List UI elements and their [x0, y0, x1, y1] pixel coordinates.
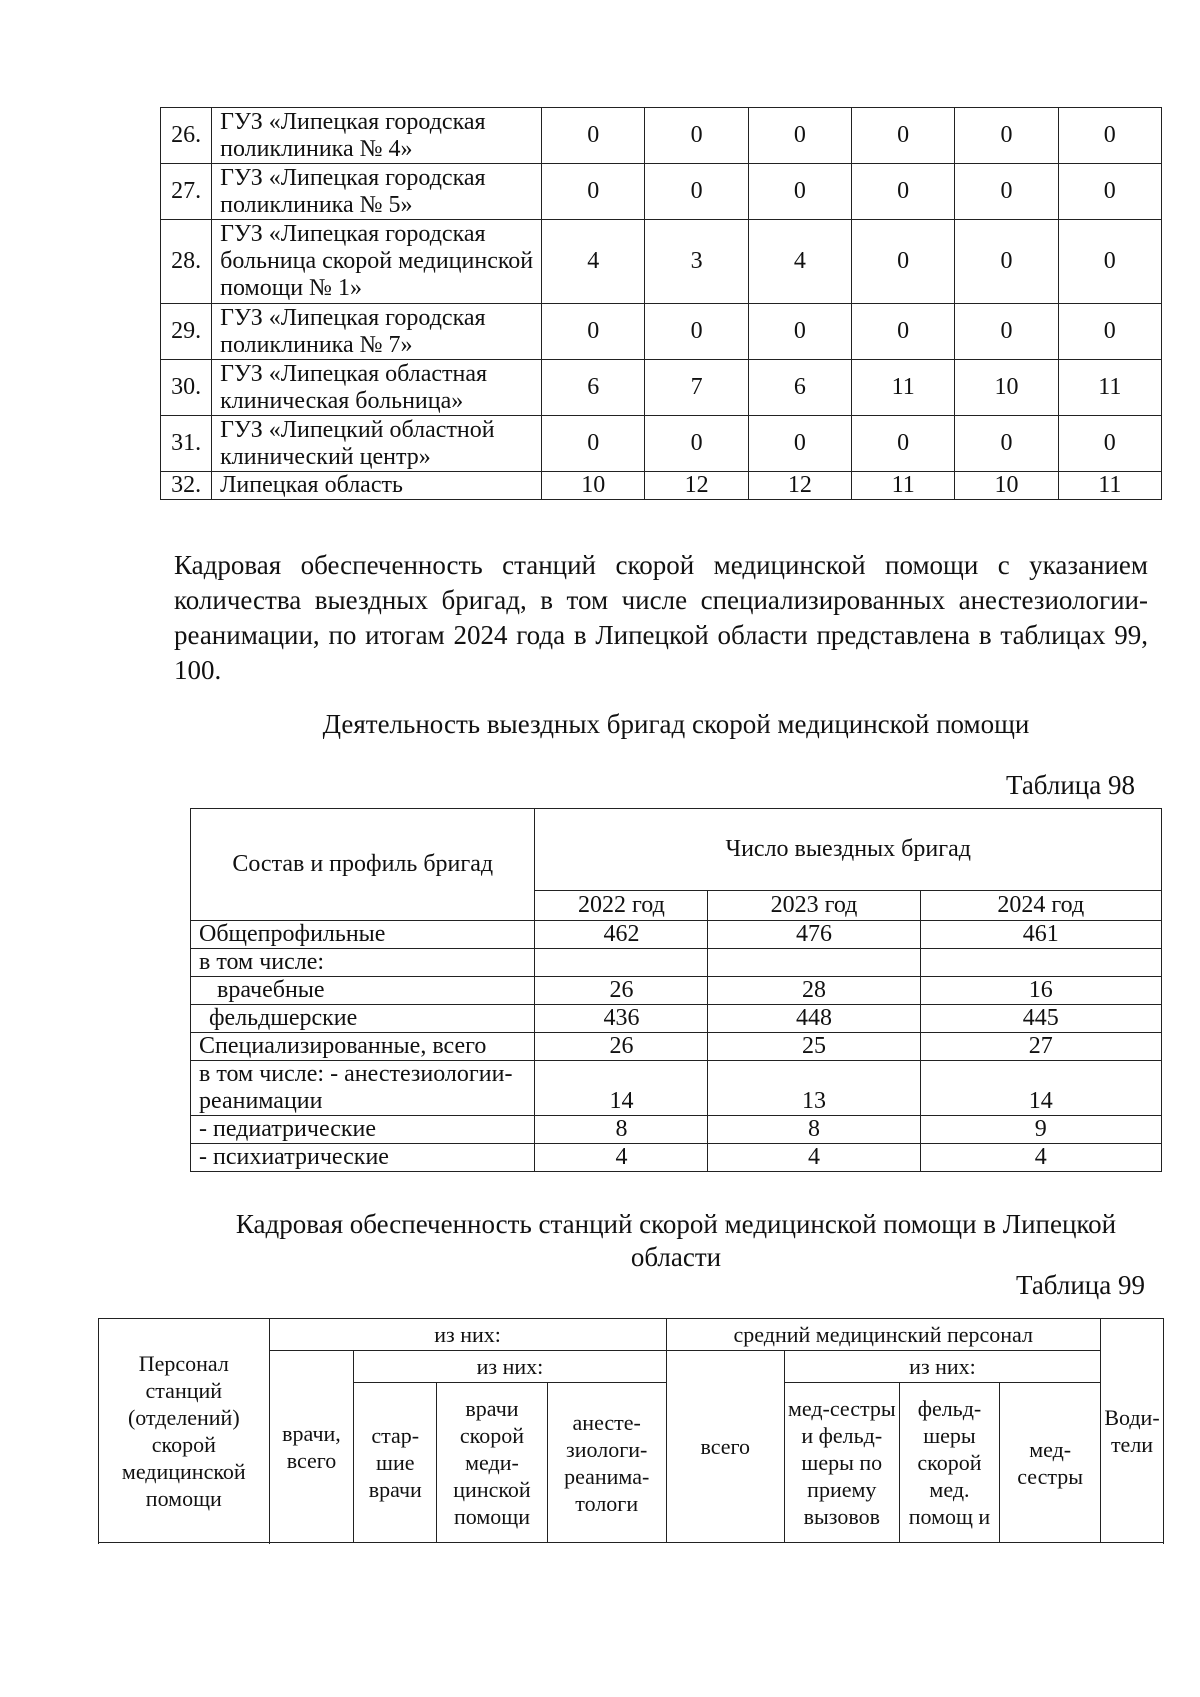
- facility-value: 0: [645, 108, 748, 164]
- facility-value: 0: [542, 108, 645, 164]
- brigade-row: [191, 921, 1162, 949]
- brigade-value: [920, 949, 1161, 977]
- brigade-label: фельдшерские: [191, 1005, 535, 1033]
- facility-value: 0: [645, 164, 748, 220]
- brigade-value: 16: [920, 977, 1161, 1005]
- table-98: [190, 808, 1162, 1172]
- facility-value: 6: [748, 360, 851, 416]
- facility-value: 10: [955, 472, 1058, 500]
- facility-name: Липецкая область: [212, 472, 542, 500]
- brigade-value: 8: [708, 1116, 920, 1144]
- facility-value: 3: [645, 220, 748, 304]
- facility-row: [161, 108, 1162, 164]
- facility-value: 0: [852, 108, 955, 164]
- table98-year: 2023 год: [708, 891, 920, 921]
- facility-value: 4: [748, 220, 851, 304]
- brigade-value: 13: [708, 1061, 920, 1116]
- brigade-label: Специализированные, всего: [191, 1033, 535, 1061]
- table99-nurses-paramedics-calls: мед-сестры и фельд-шеры по приему вызовов: [784, 1383, 899, 1543]
- table99-drivers: Води-тели: [1101, 1319, 1164, 1543]
- facility-value: 0: [542, 304, 645, 360]
- brigade-label: в том числе: - анестезиологии-реанимации: [191, 1061, 535, 1116]
- table99-group-of-them: из них:: [269, 1319, 666, 1351]
- table99-total: всего: [666, 1351, 784, 1543]
- brigade-value: 4: [708, 1144, 920, 1172]
- brigade-value: 28: [708, 977, 920, 1005]
- facility-value: 0: [852, 220, 955, 304]
- brigade-label: врачебные: [191, 977, 535, 1005]
- table99-senior-doctors: стар-шие врачи: [354, 1383, 437, 1543]
- table99-label: Таблица 99: [1016, 1270, 1145, 1300]
- brigade-value: 8: [535, 1116, 708, 1144]
- facility-value: 0: [955, 220, 1058, 304]
- facility-value: 10: [542, 472, 645, 500]
- brigade-row: [191, 1033, 1162, 1061]
- facility-name: ГУЗ «Липецкая областная клиническая больница»: [212, 360, 542, 416]
- brigade-value: 461: [920, 921, 1161, 949]
- facility-value: 0: [748, 304, 851, 360]
- brigade-row: [191, 1144, 1162, 1172]
- row-number: 28.: [161, 220, 212, 304]
- brigade-value: 26: [535, 977, 708, 1005]
- table99-emergency-doctors: врачи скорой меди-цинской помощи: [437, 1383, 548, 1543]
- brigade-label: Общепрофильные: [191, 921, 535, 949]
- facility-name: ГУЗ «Липецкая городская больница скорой медицинской помощи № 1»: [212, 220, 542, 304]
- facility-value: 0: [748, 164, 851, 220]
- brigade-value: 26: [535, 1033, 708, 1061]
- brigade-label: в том числе:: [191, 949, 535, 977]
- brigade-label: - психиатрические: [191, 1144, 535, 1172]
- table98-header-group: Число выездных бригад: [535, 809, 1162, 891]
- table98-header-left: Состав и профиль бригад: [191, 809, 535, 921]
- table99-sub-of-them: из них:: [354, 1351, 666, 1383]
- brigade-row: [191, 1005, 1162, 1033]
- facility-value: 7: [645, 360, 748, 416]
- table98-year: 2022 год: [535, 891, 708, 921]
- row-number: 32.: [161, 472, 212, 500]
- brigade-value: 476: [708, 921, 920, 949]
- facility-row: [161, 360, 1162, 416]
- facility-value: 10: [955, 360, 1058, 416]
- facility-value: 11: [1058, 360, 1161, 416]
- brigade-value: [708, 949, 920, 977]
- brigade-label: - педиатрические: [191, 1116, 535, 1144]
- facility-value: 0: [748, 416, 851, 472]
- facility-value: 12: [645, 472, 748, 500]
- row-number: 31.: [161, 416, 212, 472]
- brigade-value: 14: [920, 1061, 1161, 1116]
- table99-group-nurse: средний медицинский персонал: [666, 1319, 1100, 1351]
- facility-value: 0: [955, 164, 1058, 220]
- row-number: 30.: [161, 360, 212, 416]
- facility-value: 0: [955, 108, 1058, 164]
- table99-paramedics-emergency: фельд-шеры скорой мед. помощ и: [899, 1383, 1000, 1543]
- brigade-value: 436: [535, 1005, 708, 1033]
- facility-value: 0: [852, 304, 955, 360]
- facility-name: ГУЗ «Липецкая городская поликлиника № 5»: [212, 164, 542, 220]
- facility-row: [161, 416, 1162, 472]
- facility-value: 11: [852, 472, 955, 500]
- facility-value: 0: [1058, 164, 1161, 220]
- facility-value: 0: [955, 304, 1058, 360]
- table99-nurses: мед-сестры: [1000, 1383, 1101, 1543]
- facility-name: ГУЗ «Липецкая городская поликлиника № 4»: [212, 108, 542, 164]
- facility-value: 0: [1058, 220, 1161, 304]
- brigade-value: 14: [535, 1061, 708, 1116]
- facility-row: [161, 472, 1162, 500]
- facility-value: 0: [852, 416, 955, 472]
- brigade-value: 27: [920, 1033, 1161, 1061]
- facility-value: 11: [852, 360, 955, 416]
- facility-row: [161, 304, 1162, 360]
- brigade-row: [191, 977, 1162, 1005]
- facility-row: [161, 164, 1162, 220]
- brigade-value: 4: [920, 1144, 1161, 1172]
- facility-value: 0: [852, 164, 955, 220]
- facility-value: 0: [1058, 304, 1161, 360]
- brigade-value: [535, 949, 708, 977]
- facility-name: ГУЗ «Липецкий областной клинический центр»: [212, 416, 542, 472]
- table98-label: Таблица 98: [1006, 770, 1135, 800]
- brigade-value: 25: [708, 1033, 920, 1061]
- brigade-value: 9: [920, 1116, 1161, 1144]
- facility-value: 0: [1058, 108, 1161, 164]
- intro-paragraph: Кадровая обеспеченность станций скорой медицинской помощи с указанием количества выездных бригад, в том числе специализированных анестезиологии-реанимации, по итогам 2024 года в Липецкой области представлена в таблицах 99, 100.: [174, 550, 1148, 685]
- facility-value: 4: [542, 220, 645, 304]
- facility-value: 0: [1058, 416, 1161, 472]
- facility-value: 6: [542, 360, 645, 416]
- table99-sub-of-them2: из них:: [784, 1351, 1100, 1383]
- facility-row: [161, 220, 1162, 304]
- facility-value: 0: [542, 164, 645, 220]
- facility-value: 0: [542, 416, 645, 472]
- table99-caption: Кадровая обеспеченность станций скорой медицинской помощи в Липецкой области: [235, 1209, 1117, 1272]
- table98-caption: Деятельность выездных бригад скорой медицинской помощи: [322, 709, 1030, 739]
- facility-value: 0: [645, 416, 748, 472]
- table99-anesthesiologists: анесте-зиологи-реанима-тологи: [547, 1383, 666, 1543]
- brigade-value: 462: [535, 921, 708, 949]
- brigade-value: 445: [920, 1005, 1161, 1033]
- facility-name: ГУЗ «Липецкая городская поликлиника № 7»: [212, 304, 542, 360]
- table99-doctors-total: врачи, всего: [269, 1351, 354, 1543]
- row-number: 26.: [161, 108, 212, 164]
- brigade-row: [191, 1116, 1162, 1144]
- facility-value: 12: [748, 472, 851, 500]
- row-number: 29.: [161, 304, 212, 360]
- brigade-value: 4: [535, 1144, 708, 1172]
- brigade-value: 448: [708, 1005, 920, 1033]
- facility-value: 11: [1058, 472, 1161, 500]
- table-99: [98, 1318, 1164, 1543]
- brigade-row: [191, 949, 1162, 977]
- facility-table: [160, 107, 1162, 500]
- facility-value: 0: [748, 108, 851, 164]
- facility-value: 0: [645, 304, 748, 360]
- table99-staff-header: Персонал станций (отделений) скорой медицинской помощи: [99, 1319, 270, 1543]
- facility-value: 0: [955, 416, 1058, 472]
- table98-year: 2024 год: [920, 891, 1161, 921]
- row-number: 27.: [161, 164, 212, 220]
- brigade-row: [191, 1061, 1162, 1116]
